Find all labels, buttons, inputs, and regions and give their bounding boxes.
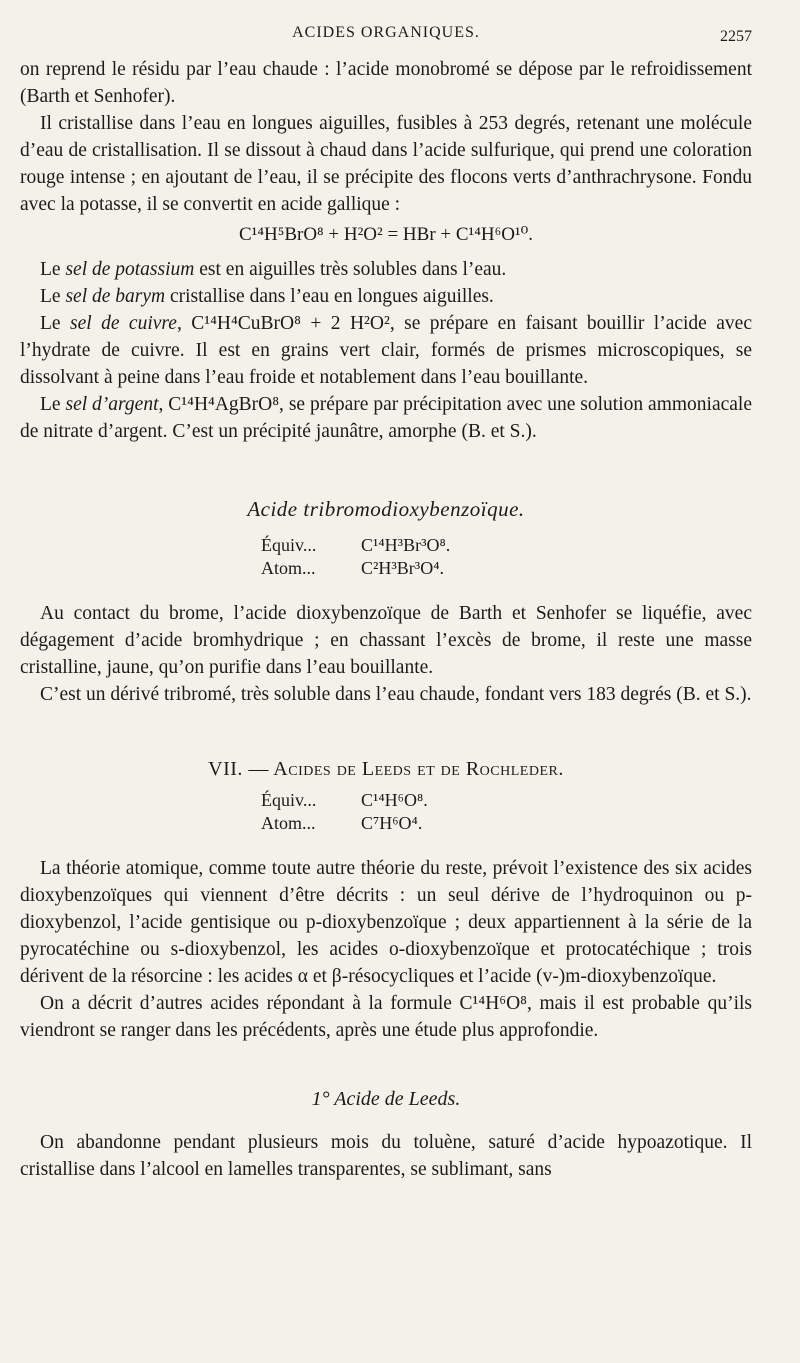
paragraph-2: Il cristallise dans l’eau en longues aiguilles, fusibles à 253 degrés, retenant une molécule d’eau de cristallisation. Il se dissout à chaud dans l’acide sulfurique, qui prend une coloration rouge intense ; en ajoutant de l’eau, il se précipite des flocons verts d’anthrachrysone. Fondu avec la potasse, il se convertit en acide gallique : — [20, 113, 752, 215]
salt-name-argent: sel d’argent — [65, 394, 159, 415]
paragraph-potassium — [20, 256, 752, 283]
paragraph-cuivre — [20, 310, 752, 391]
salt-name-potassium: sel de potassium — [65, 259, 195, 280]
equiv-value: C¹⁴H³Br³O⁸. — [361, 535, 451, 555]
text-segment: Le — [40, 313, 70, 334]
text-segment: est en aiguilles très solubles dans l’eau. — [194, 259, 507, 280]
equiv-label: Équiv... — [261, 535, 317, 555]
equiv-label: Équiv... — [261, 790, 317, 810]
atom-row — [261, 557, 511, 580]
text-segment: Le — [40, 259, 66, 280]
equiv-row — [261, 789, 511, 812]
formula-block-tribromo — [261, 534, 511, 580]
text-segment: , C¹⁴H⁴AgBrO⁸, se prépare par précipitation avec une solution ammoniacale de nitrate d’argent. C’est un précipité jaunâtre, amorphe (B. et S.). — [20, 394, 753, 442]
salt-name-cuivre: sel de cuivre — [70, 313, 177, 334]
paragraph-1: on reprend le résidu par l’eau chaude : l’acide monobromé se dépose par le refroidissement (Barth et Senhofer). — [20, 59, 752, 107]
text-segment: , C¹⁴H⁴CuBrO⁸ + 2 H²O², se prépare en faisant bouillir l’acide avec l’hydrate de cuivre. Il est en grains vert clair, formés de prismes microscopiques, se dissolvant à peine dans l’eau froide et notablement dans l’eau bouillante. — [20, 313, 752, 388]
paragraph-8: C’est un dérivé tribromé, très soluble dans l’eau chaude, fondant vers 183 degrés (B. et S.). — [40, 684, 752, 705]
chapter-title: VII. — Acides de Leeds et de Rochleder. — [208, 758, 564, 780]
running-head — [20, 0, 752, 56]
subsection-title: 1° Acide de Leeds. — [311, 1088, 461, 1110]
atom-label: Atom... — [261, 813, 316, 833]
text-segment: cristallise dans l’eau en longues aiguilles. — [165, 286, 494, 307]
formula-block-leeds — [261, 789, 511, 835]
paragraph-9: La théorie atomique, comme toute autre théorie du reste, prévoit l’existence des six acides dioxybenzoïques qui viennent d’être décrits : un seul dérive de l’hydroquinon ou p-dioxybenzol, l’acide gentisique ou p-dioxybenzoïque ; deux appartiennent à la série de la pyrocatéchine ou s-dioxybenzol, les acides o-dioxybenzoïque et protocatéchique ; trois dérivent de la résorcine : les acides α et β-résocycliques et l’acide (v-)m-dioxybenzoïque. — [20, 858, 752, 987]
paragraph-7: Au contact du brome, l’acide dioxybenzoïque de Barth et Senhofer se liquéfie, avec dégagement d’acide bromhydrique ; en chassant l’excès de brome, il reste une masse cristalline, jaune, qu’on purifie dans l’eau bouillante. — [20, 603, 752, 678]
paragraph-10: On a décrit d’autres acides répondant à la formule C¹⁴H⁶O⁸, mais il est probable qu’ils viendront se ranger dans les précédents, après une étude plus approfondie. — [20, 993, 752, 1041]
equiv-value: C¹⁴H⁶O⁸. — [361, 790, 428, 810]
formula-gallic: C¹⁴H⁵BrO⁸ + H²O² = HBr + C¹⁴H⁶O¹⁰. — [238, 224, 533, 245]
salt-name-barym: sel de barym — [65, 286, 166, 307]
page-number: 2257 — [720, 28, 752, 45]
section-title: Acide tribromodioxybenzoïque. — [247, 497, 525, 521]
running-title: ACIDES ORGANIQUES. — [292, 24, 480, 41]
atom-value: C²H³Br³O⁴. — [361, 558, 444, 578]
atom-value: C⁷H⁶O⁴. — [361, 813, 423, 833]
atom-row — [261, 812, 511, 835]
page — [20, 0, 752, 1183]
text-segment: Le — [40, 286, 66, 307]
atom-label: Atom... — [261, 558, 316, 578]
text-segment: Le — [40, 394, 66, 415]
equiv-row — [261, 534, 511, 557]
paragraph-11: On abandonne pendant plusieurs mois du toluène, saturé d’acide hypoazotique. Il cristallise dans l’alcool en lamelles transparentes, se sublimant, sans — [20, 1132, 752, 1180]
paragraph-argent — [20, 391, 752, 445]
paragraph-barym — [20, 283, 752, 310]
